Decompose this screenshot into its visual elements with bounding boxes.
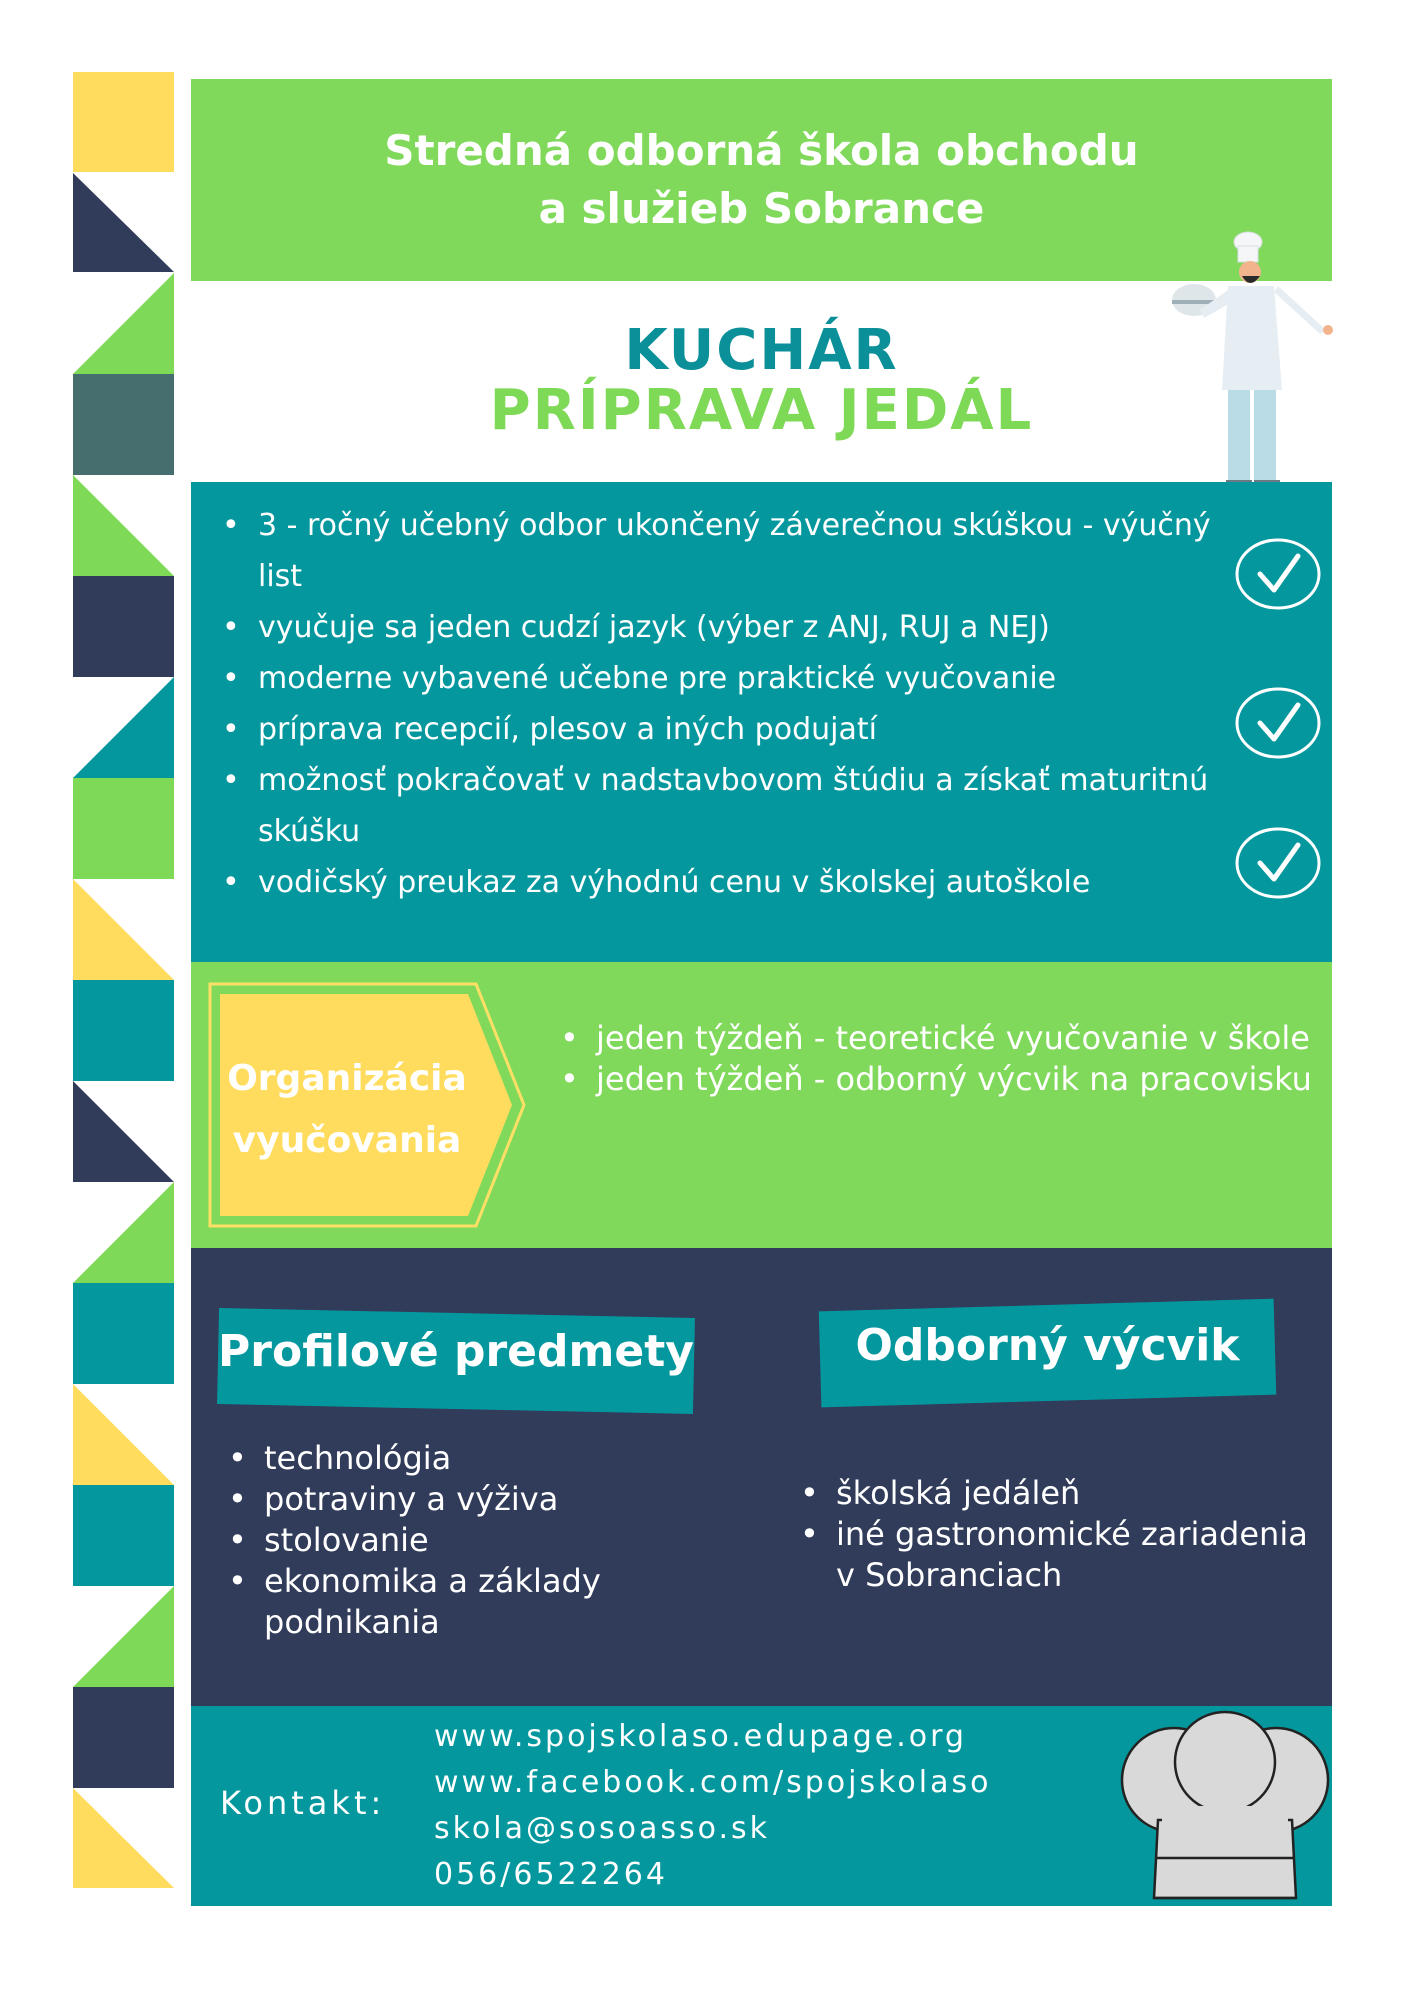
list-item: • iné gastronomické zariadenia v Sobranciach <box>800 1514 1320 1596</box>
school-header <box>191 79 1332 281</box>
list-item: • príprava recepcií, plesov a iných podujatí <box>222 704 1232 755</box>
program-subtitle: PRÍPRAVA JEDÁL <box>489 378 1034 443</box>
training-list <box>800 1473 1320 1596</box>
features-list <box>222 500 1232 908</box>
list-item: • jeden týždeň - odborný výcvik na pracovisku <box>560 1059 1320 1100</box>
list-item: • vyučuje sa jeden cudzí jazyk (výber z ANJ, RUJ a NEJ) <box>222 602 1232 653</box>
program-title: KUCHÁR <box>624 318 899 383</box>
school-name-line2: a služieb Sobrance <box>538 184 985 233</box>
list-item: • stolovanie <box>228 1520 668 1561</box>
list-item: • technológia <box>228 1438 668 1479</box>
organization-list <box>560 1018 1320 1100</box>
chef-hat-icon <box>1110 1710 1340 1902</box>
list-item: • školská jedáleň <box>800 1473 1320 1514</box>
list-item: • ekonomika a základy podnikania <box>228 1561 668 1643</box>
list-item: • moderne vybavené učebne pre praktické vyučovanie <box>222 653 1232 704</box>
email-link[interactable]: skola@sosoasso.sk <box>434 1811 770 1846</box>
list-item: • vodičský preukaz za výhodnú cenu v školskej autoškole <box>222 857 1232 908</box>
decorative-strip <box>73 72 174 1888</box>
organization-label <box>212 1048 482 1172</box>
subjects-title: Profilové predmety <box>218 1326 694 1377</box>
subjects-list <box>228 1438 668 1643</box>
organization-label-line2: vyučovania <box>232 1120 462 1161</box>
school-name-line1: Stredná odborná škola obchodu <box>384 126 1139 175</box>
organization-label-line1: Organizácia <box>227 1058 467 1099</box>
check-circle-icon <box>1234 685 1322 761</box>
facebook-link[interactable]: www.facebook.com/spojskolaso <box>434 1765 992 1800</box>
contact-label: Kontakt: <box>220 1784 386 1822</box>
list-item: • možnosť pokračovať v nadstavbovom štúdiu a získať maturitnú skúšku <box>222 755 1232 857</box>
check-circle-icon <box>1234 825 1322 901</box>
list-item: • jeden týždeň - teoretické vyučovanie v škole <box>560 1018 1320 1059</box>
contact-details <box>434 1714 991 1898</box>
check-circle-icon <box>1234 536 1322 612</box>
school-name <box>384 122 1138 238</box>
phone-number: 056/6522264 <box>434 1857 668 1892</box>
website-link[interactable]: www.spojskolaso.edupage.org <box>434 1719 967 1754</box>
training-title: Odborný výcvik <box>855 1320 1240 1371</box>
list-item: • potraviny a výživa <box>228 1479 668 1520</box>
list-item: • 3 - ročný učebný odbor ukončený záverečnou skúškou - výučný list <box>222 500 1232 602</box>
